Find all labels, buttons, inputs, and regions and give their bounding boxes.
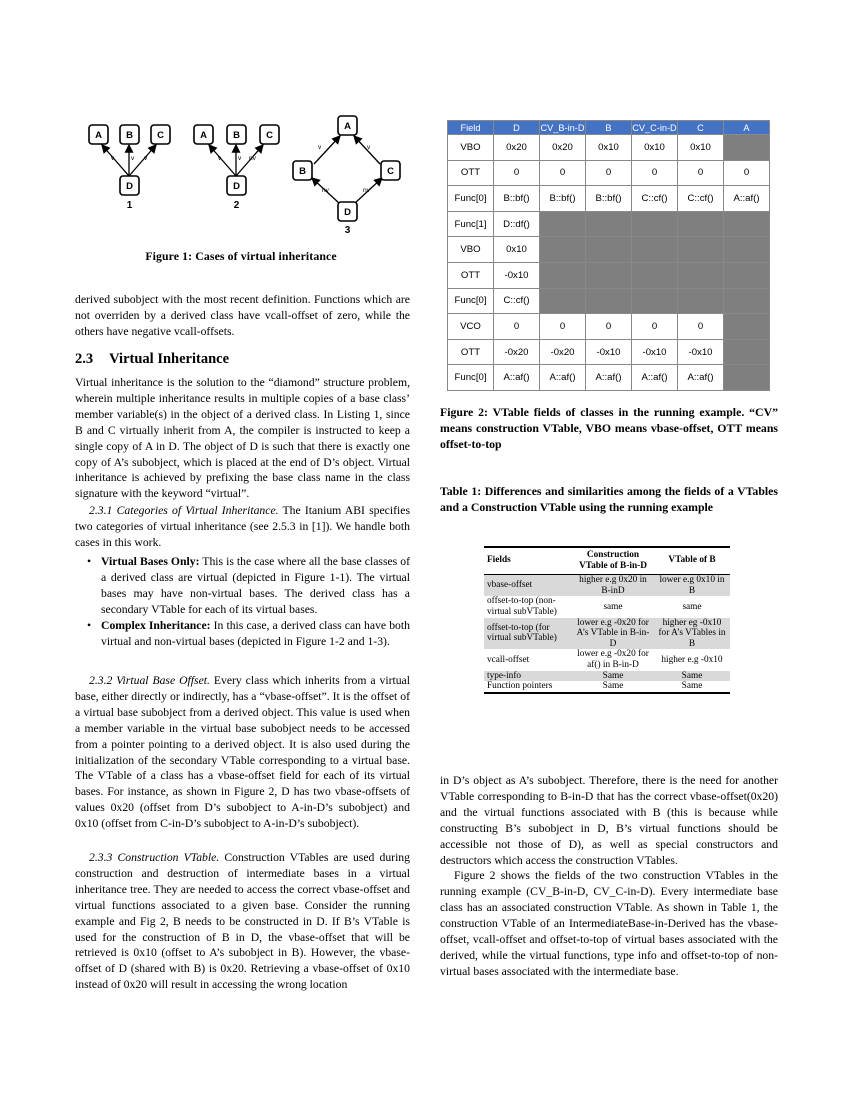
vtable-empty-cell bbox=[724, 288, 770, 314]
edge-label: v bbox=[218, 155, 222, 162]
bullet-heading: Complex Inheritance: bbox=[101, 618, 211, 632]
vtable-cell: OTT bbox=[448, 339, 494, 365]
table-cell: vbase-offset bbox=[484, 575, 572, 597]
vtable-empty-cell bbox=[632, 237, 678, 263]
edge-label: v bbox=[238, 155, 242, 162]
table-1 bbox=[484, 546, 730, 694]
svg-text:C: C bbox=[387, 166, 394, 177]
node-c bbox=[151, 125, 170, 144]
vtable-empty-cell bbox=[540, 211, 586, 237]
vtable-cell: 0x10 bbox=[678, 135, 724, 161]
edge-label: v bbox=[131, 155, 135, 162]
node-d bbox=[227, 176, 246, 195]
vtable-cell: VBO bbox=[448, 135, 494, 161]
case-1 bbox=[89, 125, 170, 211]
bullet-text: In this case, a derived class can have both virtual and non-virtual bases (depicted in Figure 1-2 and 1-3). bbox=[101, 618, 410, 648]
node-a bbox=[194, 125, 213, 144]
subsection-2-3-2 bbox=[75, 673, 410, 832]
vtable-cell: 0 bbox=[540, 160, 586, 186]
svg-text:C: C bbox=[157, 130, 164, 141]
vtable-empty-cell bbox=[724, 262, 770, 288]
vtable-cell: 0 bbox=[724, 160, 770, 186]
vtable-cell: 0x10 bbox=[494, 237, 540, 263]
vtable-cell: A::af() bbox=[678, 365, 724, 391]
figure-2-caption: Figure 2: VTable fields of classes in the running example. “CV” means construction VTable, VBO means vbase-offset, OTT means offset-to-top bbox=[440, 405, 778, 451]
vtable-cell: A::af() bbox=[540, 365, 586, 391]
table-cell: Same bbox=[654, 671, 730, 682]
vtable-empty-cell bbox=[632, 211, 678, 237]
table-cell: type-info bbox=[484, 671, 572, 682]
vtable-empty-cell bbox=[724, 237, 770, 263]
edge-label: nv bbox=[322, 187, 329, 194]
vtable-row bbox=[448, 339, 770, 365]
paragraph-text: derived subobject with the most recent definition. Functions which are not overriden by a derived class have vcall-offset of zero, while the others have negative vcall-offsets. bbox=[75, 293, 410, 338]
table-cell: Function pointers bbox=[484, 681, 572, 693]
vtable-row bbox=[448, 288, 770, 314]
node-c bbox=[381, 161, 400, 180]
vtable-row bbox=[448, 160, 770, 186]
table-cell: vcall-offset bbox=[487, 654, 530, 665]
vtable-cell: -0x10 bbox=[494, 262, 540, 288]
section-title: Virtual Inheritance bbox=[109, 351, 230, 367]
continuation-paragraph bbox=[75, 292, 410, 340]
svg-text:A: A bbox=[200, 130, 207, 141]
table-cell: Same bbox=[572, 671, 654, 682]
vtable-cell: 0x10 bbox=[632, 135, 678, 161]
table-cell: offset-to-top (non-virtual subVTable) bbox=[487, 596, 557, 617]
vtable-row bbox=[448, 262, 770, 288]
vtable-cell: D::df() bbox=[494, 211, 540, 237]
paragraph-text: Figure 2 shows the fields of the two construction VTables in the running example (CV_B-in-D, CV_C-in-D). Every intermediate base class has an associated construction VTable. As shown in Table 1, the construction VTable of an IntermediateBase-in-Derived has the vbase-offset, vcall-offset and offset-to-top of virtual bases associated with the derived, while the virtual functions, type info and offset-to-top of non-virtual bases associated with the intermediate base. bbox=[440, 869, 778, 978]
vtable-empty-cell bbox=[586, 288, 632, 314]
vtable-cell: -0x10 bbox=[586, 339, 632, 365]
section-paragraph bbox=[75, 375, 410, 502]
node-d bbox=[120, 176, 139, 195]
vtable-empty-cell bbox=[586, 211, 632, 237]
vtable-empty-cell bbox=[724, 339, 770, 365]
vtable-empty-cell bbox=[632, 262, 678, 288]
table-cell: higher e.g 0x20 in B-inD bbox=[572, 575, 654, 597]
edge-d-a bbox=[209, 145, 236, 176]
svg-text:D: D bbox=[233, 181, 240, 192]
vtable-cell: 0 bbox=[632, 314, 678, 340]
svg-text:D: D bbox=[344, 207, 351, 218]
bullet-list bbox=[87, 554, 410, 649]
bullet-text: This is the case where all the base classes of a derived class are virtual (depicted in Figure 1-1). The virtual bases may have non-virtual bases. The derived class has a secondary VTable for each of its virtual bases. bbox=[101, 555, 410, 616]
edge-label: v bbox=[144, 155, 148, 162]
paragraph-text: Virtual inheritance is the solution to the “diamond” structure problem, wherein multiple inheritance results in multiple copies of a base class’ member variable(s) in the object of a derived class. In Listing 1, since B and C virtually inherit from A, the compiler is instructed to keep a single copy of A in D. The object of D is such that there is exactly one copy of A’s subobject, which is placed at the end of D’s object. Virtual inheritance is achieved by prefixing the base class name in the class signature with the keyword “virtual”. bbox=[75, 376, 410, 501]
vtable-cell: A::af() bbox=[724, 186, 770, 212]
subfigure-number: 3 bbox=[344, 225, 351, 236]
node-b bbox=[227, 125, 246, 144]
node-a bbox=[338, 116, 357, 135]
list-item: • Virtual Bases Only: This is the case where all the base classes of a derived class are virtual (depicted in Figure 1-1). The virtual bases may have non-virtual bases. The derived class has a secondary VTable for each of its virtual bases. bbox=[87, 555, 410, 616]
vtable-cell: -0x10 bbox=[632, 339, 678, 365]
vtable-cell: Func[1] bbox=[448, 211, 494, 237]
table-cell: same bbox=[682, 601, 702, 612]
svg-text:A: A bbox=[344, 121, 351, 132]
edge-label: nv bbox=[363, 187, 370, 194]
table-row bbox=[484, 681, 730, 693]
vtable-row bbox=[448, 365, 770, 391]
figure-1-caption: Figure 1: Cases of virtual inheritance bbox=[145, 249, 337, 263]
vtable-cell: 0 bbox=[632, 160, 678, 186]
table-cell: lower e.g -0x20 for af() in B-in-D bbox=[577, 649, 649, 670]
vtable-row bbox=[448, 314, 770, 340]
vtable-empty-cell bbox=[678, 288, 724, 314]
subsection-2-3-3 bbox=[75, 850, 410, 993]
vtable-cell: Func[0] bbox=[448, 365, 494, 391]
edge-label: nv bbox=[249, 155, 256, 162]
list-item: • Complex Inheritance: In this case, a derived class can have both virtual and non-virtual bases (depicted in Figure 1-2 and 1-3). bbox=[87, 618, 410, 648]
vtable-empty-cell bbox=[724, 135, 770, 161]
table-cell: same bbox=[603, 601, 623, 612]
vtable-cell: B::bf() bbox=[494, 186, 540, 212]
vtable-cell: 0 bbox=[586, 314, 632, 340]
vtable-cell: 0 bbox=[540, 314, 586, 340]
subsection-heading: 2.3.3 Construction VTable. bbox=[89, 851, 220, 864]
table-row bbox=[484, 649, 730, 670]
vtable-cell: A::af() bbox=[632, 365, 678, 391]
vtable-empty-cell bbox=[632, 288, 678, 314]
node-c bbox=[260, 125, 279, 144]
vtable-header-cell: CV_B-in-D bbox=[540, 122, 585, 133]
vtable-cell: VCO bbox=[448, 314, 494, 340]
table-row bbox=[484, 575, 730, 597]
vtable-empty-cell bbox=[540, 288, 586, 314]
node-a bbox=[89, 125, 108, 144]
paragraph-text: Construction VTables are used during construction and destruction of intermediate bases in a virtual inheritance tree. They are needed to access the correct vbase-offset and virtual functions associated to a given base. Consider the running example and Fig 2, B needs to be constructed in D. If B’s VTable is used for the construction of B in D, the vbase-offset that will be retrieved is 0x10 (offset to A’s subobject in B). However, the vbase-offset of D (shared with B) is 0x20. Retrieving a vbase-offset of 0x10 instead of 0x20 will result in accessing the wrong location bbox=[75, 851, 410, 992]
table-1-caption: Table 1: Differences and similarities among the fields of a VTables and a Construction VTable using the running example bbox=[440, 484, 778, 514]
vtable-row bbox=[448, 237, 770, 263]
svg-text:C: C bbox=[266, 130, 273, 141]
table-row bbox=[484, 671, 730, 682]
vtable-empty-cell bbox=[724, 211, 770, 237]
subfigure-number: 1 bbox=[126, 200, 133, 211]
vtable-empty-cell bbox=[678, 237, 724, 263]
subsection-heading: 2.3.2 Virtual Base Offset. bbox=[89, 674, 210, 687]
vtable-header-cell: C bbox=[678, 121, 724, 135]
figure-1-diagram bbox=[80, 114, 410, 236]
edge-label: v bbox=[367, 144, 371, 151]
subsection-2-3-1 bbox=[75, 503, 410, 551]
vtable-cell: 0 bbox=[494, 314, 540, 340]
subfigure-number: 2 bbox=[233, 200, 240, 211]
vtable-cell: A::af() bbox=[494, 365, 540, 391]
vtable-cell: OTT bbox=[448, 160, 494, 186]
vtable-empty-cell bbox=[540, 262, 586, 288]
vtable-empty-cell bbox=[540, 237, 586, 263]
node-b bbox=[120, 125, 139, 144]
vtable-empty-cell bbox=[586, 237, 632, 263]
node-d bbox=[338, 202, 357, 221]
right-column-text bbox=[440, 773, 778, 980]
vtable-cell: VBO bbox=[448, 237, 494, 263]
table-cell: Same bbox=[572, 681, 654, 693]
section-number: 2.3 bbox=[75, 351, 94, 367]
svg-text:B: B bbox=[233, 130, 240, 141]
vtable-cell: A::af() bbox=[586, 365, 632, 391]
table-header-row bbox=[484, 547, 730, 575]
vtable-cell: Func[0] bbox=[448, 288, 494, 314]
paragraph-text: in D’s object as A’s subobject. Therefore, there is the need for another VTable corresponding to B-in-D that has the correct vbase-offset(0x20) and the virtual functions associated with B (this is because while constructing B’s subobject in D, B’s virtual functions should be accessible not those of D), as well as special constructors and destructors which access the construction VTables. bbox=[440, 774, 778, 867]
vtable-cell: C::cf() bbox=[494, 288, 540, 314]
vtable-cell: 0 bbox=[678, 160, 724, 186]
vtable-grid bbox=[447, 120, 770, 391]
paragraph-text: The Itanium ABI specifies two categories of virtual inheritance (see 2.5.3 in [1]). We handle both cases in this work. bbox=[75, 504, 410, 549]
vtable-cell: 0 bbox=[494, 160, 540, 186]
vtable-header-cell: CV_C-in-D bbox=[632, 122, 677, 133]
vtable-cell: -0x20 bbox=[494, 339, 540, 365]
table-cell: lower e.g -0x20 for A’s VTable in B-in-D bbox=[572, 618, 654, 650]
vtable-cell: C::cf() bbox=[632, 186, 678, 212]
svg-text:A: A bbox=[95, 130, 102, 141]
table-row bbox=[484, 618, 730, 650]
vtable-row bbox=[448, 186, 770, 212]
vtable-cell: B::bf() bbox=[586, 186, 632, 212]
node-b bbox=[293, 161, 312, 180]
case-3 bbox=[293, 116, 400, 236]
edge-label: v bbox=[318, 144, 322, 151]
vtable-row bbox=[448, 211, 770, 237]
vtable-cell: 0x20 bbox=[494, 135, 540, 161]
vtable-empty-cell bbox=[586, 262, 632, 288]
vtable-header-cell: D bbox=[494, 121, 540, 135]
table-cell: Same bbox=[654, 681, 730, 693]
table-cell: offset-to-top (for virtual subVTable) bbox=[484, 618, 572, 650]
vtable-cell: B::bf() bbox=[540, 186, 586, 212]
vtable-cell: C::cf() bbox=[678, 186, 724, 212]
case-2 bbox=[194, 125, 279, 211]
table-cell: higher e.g -0x10 bbox=[661, 654, 723, 665]
vtable-empty-cell bbox=[678, 211, 724, 237]
table-cell: lower e.g 0x10 in B bbox=[654, 575, 730, 597]
vtable-cell: 0x10 bbox=[586, 135, 632, 161]
svg-text:D: D bbox=[126, 181, 133, 192]
vtable-cell: -0x10 bbox=[678, 339, 724, 365]
vtable-header-cell: A bbox=[724, 121, 770, 135]
vtable-empty-cell bbox=[724, 314, 770, 340]
table-header-cell: Construction VTable of B-in-D bbox=[572, 547, 654, 575]
vtable-empty-cell bbox=[678, 262, 724, 288]
table-header-cell: VTable of B bbox=[654, 547, 730, 575]
vtable-header-row bbox=[448, 121, 770, 135]
edge-label: v bbox=[111, 155, 115, 162]
vtable-cell: 0x20 bbox=[540, 135, 586, 161]
vtable-header-cell: Field bbox=[448, 121, 494, 135]
vtable-cell: -0x20 bbox=[540, 339, 586, 365]
vtable-header-cell: B bbox=[586, 121, 632, 135]
table-cell: higher eg -0x10 for A’s VTables in B bbox=[654, 618, 730, 650]
svg-text:B: B bbox=[126, 130, 133, 141]
svg-text:B: B bbox=[299, 166, 306, 177]
table-header-cell: Fields bbox=[484, 547, 572, 575]
vtable-cell: Func[0] bbox=[448, 186, 494, 212]
bullet-heading: Virtual Bases Only: bbox=[101, 555, 200, 568]
vtable-empty-cell bbox=[724, 365, 770, 391]
vtable-cell: 0 bbox=[586, 160, 632, 186]
vtable-row bbox=[448, 135, 770, 161]
subsection-heading: 2.3.1 Categories of Virtual Inheritance. bbox=[89, 504, 279, 517]
vtable-cell: OTT bbox=[448, 262, 494, 288]
edge-d-a bbox=[102, 145, 129, 176]
paragraph-text: Every class which inherits from a virtual base, either directly or indirectly, has a “vbase-offset”. It is the offset of a virtual base subobject from a derived object. This value is used when a member variable in the virtual base subobject needs to be accessed from a pointer pointing to a derived object. It is also used during the initialization of the secondary VTable corresponding to a virtual base. The VTable of a class has a vbase-offset field for each of its virtual bases. For instance, as shown in Figure 2, D has two vbase-offsets of values 0x20 (offset from D’s subobject to A-in-D’s subobject) and 0x10 (offset from C-in-D’s subobject to A-in-D’s subobject). bbox=[75, 674, 410, 831]
vtable-cell: 0 bbox=[678, 314, 724, 340]
table-row bbox=[484, 596, 730, 617]
section-heading bbox=[75, 351, 229, 368]
